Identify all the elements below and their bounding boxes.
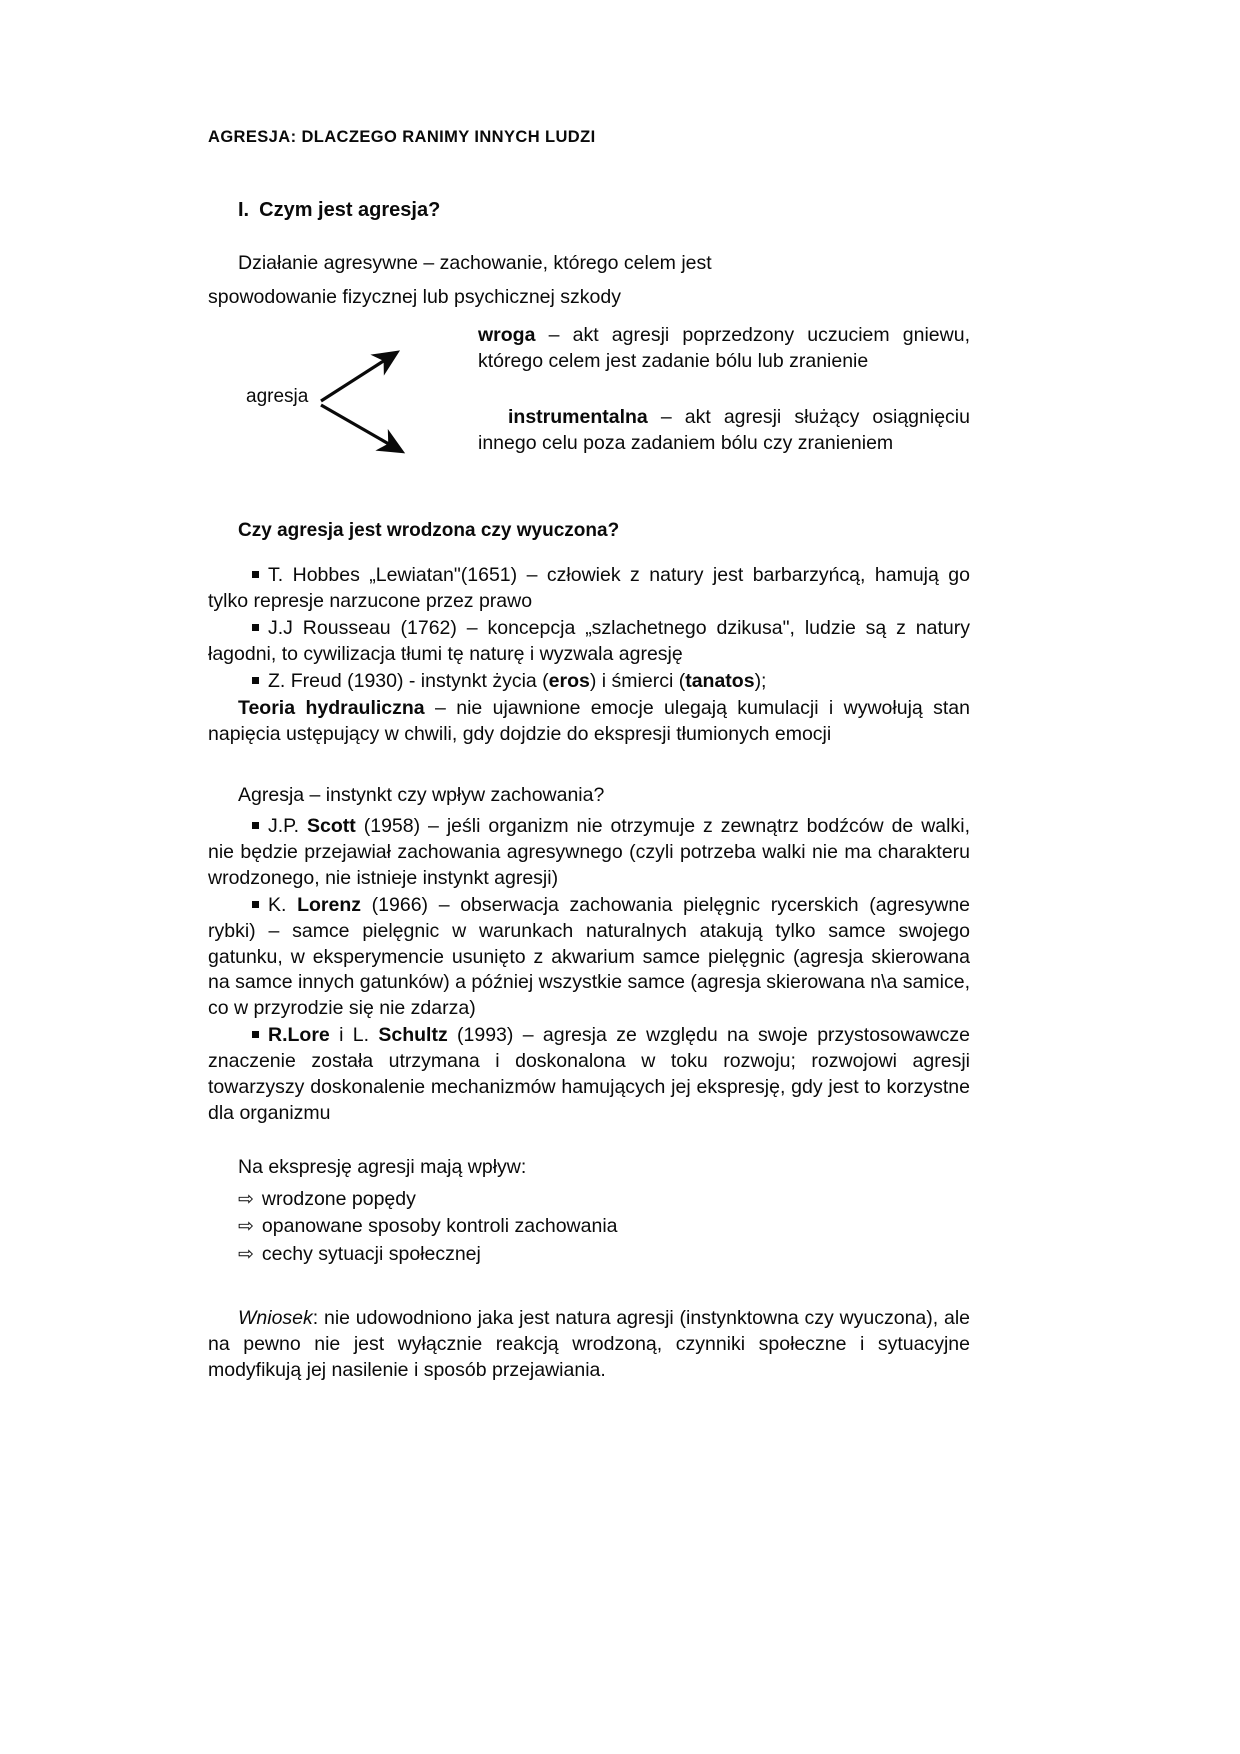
list-item-hobbes	[208, 563, 970, 615]
bullet-dot-icon	[252, 901, 259, 908]
label-wniosek: Wniosek	[238, 1306, 313, 1329]
section-numeral: I.	[238, 198, 250, 221]
list-item-lore-post: (1993) – agresja ze względu na swoje przystosowawcze znaczenie została utrzymana i doskonalona w toku rozwoju; rozwojowi agresji towarzyszy doskonalenie mechanizmów hamujących jej ekspresję, gdy jest to korzystne dla organizmu	[208, 1024, 970, 1125]
bullet-dot-icon	[252, 571, 259, 578]
diagram-node-agresja: agresja	[246, 385, 309, 407]
list-item-lore-schultz	[208, 1023, 970, 1127]
influences-item-3-label: cechy sytuacji społecznej	[261, 1242, 481, 1265]
list-item-scott-pre: J.P.	[268, 814, 308, 837]
paragraph-wniosek	[208, 1306, 970, 1384]
bullet-list-innate	[208, 563, 970, 695]
list-item-lorenz	[208, 893, 970, 1023]
aggression-type-diagram	[208, 323, 970, 473]
bullet-dot-icon	[252, 1031, 259, 1038]
page-title: AGRESJA: DLACZEGO RANIMY INNYCH LUDZI	[208, 128, 596, 146]
document-content	[208, 128, 970, 1392]
arrow-right-icon: ⇨	[238, 1243, 254, 1265]
section-heading-text: Czym jest agresja?	[259, 198, 441, 221]
branch-text-wroga: akt agresji poprzedzony uczuciem gniewu, którego celem jest zadanie bólu lub zranienie	[478, 323, 970, 372]
influences-lead: Na ekspresję agresji mają wpływ:	[238, 1155, 527, 1178]
branch-text-instrumentalna: akt agresji służący osiągnięciu innego celu poza zadaniem bólu czy zranieniem	[478, 405, 970, 454]
list-item-schultz-name: Schultz	[378, 1024, 448, 1047]
bullet-dot-icon	[252, 822, 259, 829]
term-teoria-hydrauliczna: Teoria hydrauliczna	[238, 696, 425, 719]
branch-term-instrumentalna: instrumentalna	[508, 405, 648, 428]
list-item-freud-eros: eros	[548, 670, 590, 693]
text-teoria-hydrauliczna: – nie ujawnione emocje ulegają kumulacji i wywołują stan napięcia ustępujący w chwili, gdy dojdzie do ekspresji tłumionych emocji	[208, 696, 970, 745]
bullet-dot-icon	[252, 677, 259, 684]
definition-line-1: Działanie agresywne – zachowanie, którego celem jest	[238, 251, 712, 274]
list-item-scott	[208, 814, 970, 892]
diagram-branch-instrumentalna	[478, 405, 970, 457]
arrow-right-icon: ⇨	[238, 1189, 254, 1211]
definition-line-2: spowodowanie fizycznej lub psychicznej szkody	[208, 285, 621, 308]
list-item-lore-name: R.Lore	[268, 1024, 330, 1047]
list-item-freud	[208, 669, 970, 695]
branch-term-wroga: wroga	[478, 323, 536, 346]
list-item-scott-name: Scott	[307, 814, 356, 837]
arrow-to-instrumentalna	[321, 405, 401, 451]
arrow-to-wroga	[321, 353, 396, 401]
arrow-right-icon: ⇨	[238, 1216, 254, 1238]
list-item-freud-mid: ) i śmierci (	[589, 670, 686, 693]
text-wniosek: : nie udowodniono jaka jest natura agresji (instynktowna czy wyuczona), ale na pewno nie jest wyłącznie reakcją wrodzoną, czynniki społeczne i sytuacyjne modyfikują jej nasilenie i sposób przejawiania.	[208, 1306, 970, 1381]
influences-item-1	[238, 1186, 970, 1213]
list-item-freud-pre: Z. Freud (1930) - instynkt życia (	[268, 670, 549, 693]
list-item-scott-post: (1958) – jeśli organizm nie otrzymuje z zewnątrz bodźców de walki, nie będzie przejawiał zachowania agresywnego (czyli potrzeba walki nie ma charakteru wrodzonego, nie istnieje instynkt agresji)	[208, 814, 970, 889]
list-item-lorenz-pre: K.	[268, 893, 298, 916]
list-item-lore-mid: i L.	[329, 1024, 379, 1047]
list-item-lorenz-name: Lorenz	[297, 893, 362, 916]
list-item-freud-post: );	[754, 670, 767, 693]
influences-item-2	[238, 1213, 970, 1240]
bullet-list-instinct	[208, 814, 970, 1127]
diagram-branch-wroga	[478, 323, 970, 375]
heading-agresja-instynkt: Agresja – instynkt czy wpływ zachowania?	[238, 783, 605, 806]
influences-item-1-label: wrodzone popędy	[261, 1188, 416, 1211]
influences-list	[208, 1186, 970, 1268]
paragraph-teoria-hydrauliczna	[208, 696, 970, 748]
section-heading-czym-jest-agresja	[208, 198, 970, 223]
branch-dash-wroga: –	[535, 323, 573, 346]
list-item-rousseau	[208, 616, 970, 668]
heading-czy-agresja-wrodzona: Czy agresja jest wrodzona czy wyuczona?	[238, 519, 620, 541]
list-item-hobbes-text: T. Hobbes „Lewiatan"(1651) – człowiek z natury jest barbarzyńcą, hamują go tylko represje narzucone przez prawo	[208, 564, 970, 613]
bullet-dot-icon	[252, 624, 259, 631]
branch-dash-instrumentalna: –	[647, 405, 685, 428]
list-item-lorenz-post: (1966) – obserwacja zachowania pielęgnic rycerskich (agresywne rybki) – samce pielęgnic w warunkach naturalnych atakują tylko samce swojego gatunku, w eksperymencie usunięto z akwarium samce pielęgnic (agresja skierowana na samce innych gatunków) a później wszystkie samce (agresja skierowana n\a samice, co w przyrodzie się nie zdarza)	[208, 893, 971, 1020]
influences-item-2-label: opanowane sposoby kontroli zachowania	[261, 1215, 618, 1238]
list-item-freud-tanatos: tanatos	[685, 670, 755, 693]
list-item-rousseau-text: J.J Rousseau (1762) – koncepcja „szlachetnego dzikusa", ludzie są z natury łagodni, to cywilizacja tłumi tę naturę i wyzwala agresję	[208, 617, 970, 666]
influences-item-3	[238, 1241, 970, 1268]
